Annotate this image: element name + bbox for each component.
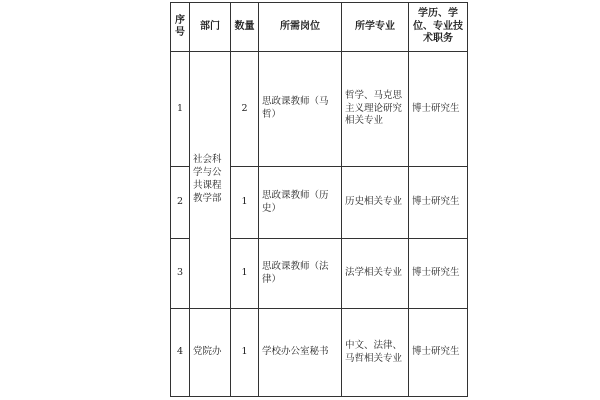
header-position: 所需岗位 — [259, 3, 342, 52]
cell-index: 1 — [171, 52, 190, 167]
cell-index: 4 — [171, 309, 190, 397]
cell-degree: 博士研究生 — [409, 239, 468, 309]
cell-index: 2 — [171, 167, 190, 239]
cell-position: 思政课教师（历史） — [259, 167, 342, 239]
cell-count: 1 — [231, 167, 259, 239]
cell-department: 党院办 — [190, 309, 231, 397]
header-major: 所学专业 — [342, 3, 409, 52]
header-index: 序号 — [171, 3, 190, 52]
header-row — [171, 3, 468, 52]
cell-major: 法学相关专业 — [342, 239, 409, 309]
cell-degree: 博士研究生 — [409, 167, 468, 239]
cell-count: 2 — [231, 52, 259, 167]
header-degree: 学历、学位、专业技术职务 — [409, 3, 468, 52]
header-department: 部门 — [190, 3, 231, 52]
cell-index: 3 — [171, 239, 190, 309]
header-count: 数量 — [231, 3, 259, 52]
table-row — [171, 52, 468, 167]
cell-major: 哲学、马克思主义理论研究相关专业 — [342, 52, 409, 167]
cell-degree: 博士研究生 — [409, 309, 468, 397]
cell-position: 思政课教师（马哲） — [259, 52, 342, 167]
cell-degree: 博士研究生 — [409, 52, 468, 167]
cell-department: 社会科学与公共课程教学部 — [190, 52, 231, 309]
cell-major: 中文、法律、马哲相关专业 — [342, 309, 409, 397]
cell-count: 1 — [231, 239, 259, 309]
cell-major: 历史相关专业 — [342, 167, 409, 239]
table-row — [171, 309, 468, 397]
cell-position: 学校办公室秘书 — [259, 309, 342, 397]
cell-position: 思政课教师（法律） — [259, 239, 342, 309]
recruitment-table — [170, 2, 468, 397]
cell-count: 1 — [231, 309, 259, 397]
